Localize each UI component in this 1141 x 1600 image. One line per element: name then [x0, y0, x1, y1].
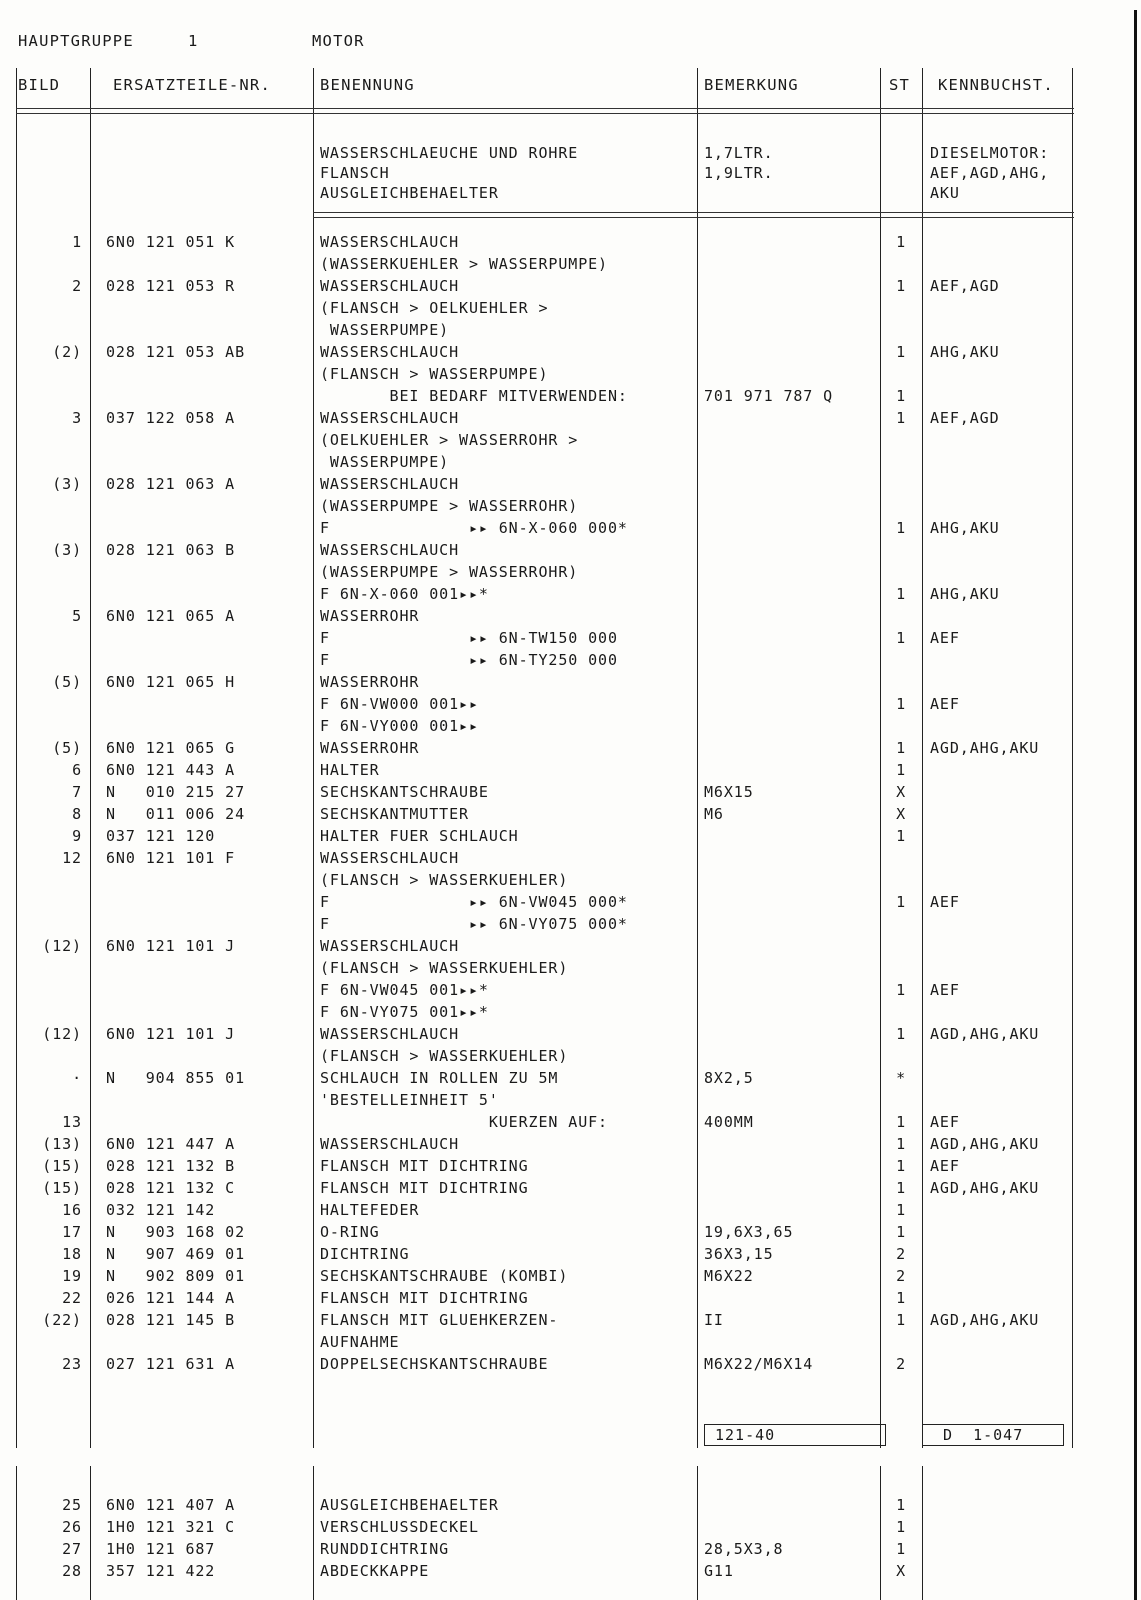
row-code: AHG,AKU: [930, 343, 1000, 361]
group-number: 1: [188, 32, 199, 50]
row-st: 2: [896, 1355, 906, 1373]
row-st: 2: [896, 1245, 906, 1263]
section-remark-line: 1,7LTR.: [704, 144, 774, 162]
row-name: (FLANSCH > WASSERKUEHLER): [320, 1047, 569, 1065]
row-code: AEF: [930, 893, 960, 911]
group-label: HAUPTGRUPPE: [18, 32, 134, 50]
row-name: FLANSCH MIT GLUEHKERZEN-: [320, 1311, 559, 1329]
row-part: 1H0 121 687: [106, 1540, 216, 1558]
row-name: WASSERSCHLAUCH: [320, 475, 460, 493]
row-remark: 36X3,15: [704, 1245, 774, 1263]
row-name: (WASSERPUMPE > WASSERROHR): [320, 497, 579, 515]
row-part: 6N0 121 051 K: [106, 233, 236, 251]
row-name: WASSERROHR: [320, 673, 420, 691]
section-title-line: FLANSCH: [320, 164, 390, 182]
row-bild: 26: [62, 1518, 82, 1536]
row-st: 1: [896, 1311, 906, 1329]
row-st: 1: [896, 981, 906, 999]
row-name: (FLANSCH > WASSERKUEHLER): [320, 871, 569, 889]
row-name: F 6N-VW045 001▸▸*: [320, 981, 489, 999]
row-st: 1: [896, 387, 906, 405]
row-remark: 400MM: [704, 1113, 754, 1131]
row-remark: M6X22: [704, 1267, 754, 1285]
row-name: DOPPELSECHSKANTSCHRAUBE: [320, 1355, 549, 1373]
group-name: MOTOR: [312, 32, 365, 50]
row-name: WASSERSCHLAUCH: [320, 1025, 460, 1043]
row-name: DICHTRING: [320, 1245, 410, 1263]
row-remark: M6X15: [704, 783, 754, 801]
row-name: F 6N-X-060 001▸▸*: [320, 585, 489, 603]
row-code: AEF,AGD: [930, 277, 1000, 295]
row-name: FLANSCH MIT DICHTRING: [320, 1289, 529, 1307]
row-remark: 19,6X3,65: [704, 1223, 794, 1241]
row-code: AEF: [930, 1157, 960, 1175]
row-part: 037 121 120: [106, 827, 216, 845]
row-st: 1: [896, 585, 906, 603]
row-name: HALTER: [320, 761, 380, 779]
row-name: O-RING: [320, 1223, 380, 1241]
row-bild: (22): [42, 1311, 82, 1329]
col-header-remark: BEMERKUNG: [704, 76, 799, 94]
row-bild: (15): [42, 1157, 82, 1175]
row-st: 1: [896, 827, 906, 845]
row-st: 1: [896, 343, 906, 361]
section-remark-line: 1,9LTR.: [704, 164, 774, 182]
row-bild: 12: [62, 849, 82, 867]
row-bild: 22: [62, 1289, 82, 1307]
row-part: 6N0 121 065 H: [106, 673, 236, 691]
row-code: AGD,AHG,AKU: [930, 1311, 1040, 1329]
section-title-line: WASSERSCHLAEUCHE UND ROHRE: [320, 144, 579, 162]
col-header-bild: BILD: [18, 76, 61, 94]
section-code-line: AKU: [930, 184, 960, 202]
row-part: 6N0 121 065 A: [106, 607, 236, 625]
row-remark: G11: [704, 1562, 734, 1580]
row-code: AGD,AHG,AKU: [930, 739, 1040, 757]
row-name: F 6N-VY000 001▸▸: [320, 717, 479, 735]
row-name: WASSERSCHLAUCH: [320, 409, 460, 427]
row-st: 1: [896, 233, 906, 251]
section-code-line: DIESELMOTOR:: [930, 144, 1050, 162]
row-name: WASSERSCHLAUCH: [320, 541, 460, 559]
row-bild: 23: [62, 1355, 82, 1373]
row-bild: (15): [42, 1179, 82, 1197]
row-remark: 8X2,5: [704, 1069, 754, 1087]
header-divider: [16, 108, 1074, 114]
row-remark: M6X22/M6X14: [704, 1355, 814, 1373]
row-bild: (13): [42, 1135, 82, 1153]
section-title-line: AUSGLEICHBEHAELTER: [320, 184, 499, 202]
row-st: 1: [896, 1223, 906, 1241]
row-st: 1: [896, 761, 906, 779]
row-bild: 2: [72, 277, 82, 295]
row-name: F ▸▸ 6N-X-060 000*: [320, 519, 628, 537]
row-bild: 16: [62, 1201, 82, 1219]
row-part: N 903 168 02: [106, 1223, 246, 1241]
row-bild: 8: [72, 805, 82, 823]
row-st: 1: [896, 1496, 906, 1514]
row-name: WASSERSCHLAUCH: [320, 233, 460, 251]
row-name: HALTEFEDER: [320, 1201, 420, 1219]
row-bild: 27: [62, 1540, 82, 1558]
row-code: AEF: [930, 1113, 960, 1131]
row-remark: 28,5X3,8: [704, 1540, 784, 1558]
row-part: 028 121 145 B: [106, 1311, 236, 1329]
row-code: AEF: [930, 981, 960, 999]
row-part: 028 121 063 A: [106, 475, 236, 493]
row-name: (FLANSCH > WASSERPUMPE): [320, 365, 549, 383]
row-name: WASSERROHR: [320, 739, 420, 757]
row-part: 6N0 121 407 A: [106, 1496, 236, 1514]
row-name: WASSERSCHLAUCH: [320, 849, 460, 867]
section-divider: [313, 212, 1074, 218]
row-bild: 6: [72, 761, 82, 779]
row-name: SECHSKANTSCHRAUBE (KOMBI): [320, 1267, 569, 1285]
row-name: F ▸▸ 6N-VW045 000*: [320, 893, 628, 911]
row-part: 027 121 631 A: [106, 1355, 236, 1373]
footer-ref-right: D 1-047: [922, 1424, 1064, 1446]
row-bild: 1: [72, 233, 82, 251]
row-part: 1H0 121 321 C: [106, 1518, 236, 1536]
row-part: 6N0 121 101 J: [106, 937, 236, 955]
page-edge: [1134, 10, 1137, 1600]
footer-ref-left: 121-40: [704, 1424, 886, 1446]
row-name: WASSERPUMPE): [320, 453, 450, 471]
row-st: 1: [896, 739, 906, 757]
row-code: AGD,AHG,AKU: [930, 1135, 1040, 1153]
row-bild: 13: [62, 1113, 82, 1131]
row-code: AHG,AKU: [930, 519, 1000, 537]
row-remark: M6: [704, 805, 724, 823]
row-remark: II: [704, 1311, 724, 1329]
row-name: (FLANSCH > OELKUEHLER >: [320, 299, 549, 317]
row-bild: 7: [72, 783, 82, 801]
row-part: 6N0 121 065 G: [106, 739, 236, 757]
col-header-code: KENNBUCHST.: [938, 76, 1054, 94]
row-st: 1: [896, 1518, 906, 1536]
row-part: 028 121 053 R: [106, 277, 236, 295]
row-name: AUFNAHME: [320, 1333, 400, 1351]
row-name: SCHLAUCH IN ROLLEN ZU 5M: [320, 1069, 559, 1087]
row-name: WASSERSCHLAUCH: [320, 343, 460, 361]
row-part: N 011 006 24: [106, 805, 246, 823]
row-st: 2: [896, 1267, 906, 1285]
row-part: N 907 469 01: [106, 1245, 246, 1263]
row-bild: 9: [72, 827, 82, 845]
row-st: 1: [896, 629, 906, 647]
row-bild: (12): [42, 1025, 82, 1043]
row-code: AGD,AHG,AKU: [930, 1025, 1040, 1043]
row-code: AEF: [930, 629, 960, 647]
row-st: X: [896, 1562, 906, 1580]
row-bild: 25: [62, 1496, 82, 1514]
row-part: 037 122 058 A: [106, 409, 236, 427]
row-st: X: [896, 805, 906, 823]
row-st: 1: [896, 1157, 906, 1175]
row-bild: (2): [52, 343, 82, 361]
row-name: WASSERPUMPE): [320, 321, 450, 339]
row-st: 1: [896, 1113, 906, 1131]
row-bild: 5: [72, 607, 82, 625]
row-code: AGD,AHG,AKU: [930, 1179, 1040, 1197]
row-name: ABDECKKAPPE: [320, 1562, 430, 1580]
row-st: X: [896, 783, 906, 801]
row-bild: (5): [52, 673, 82, 691]
row-bild: 19: [62, 1267, 82, 1285]
row-name: BEI BEDARF MITVERWENDEN:: [320, 387, 628, 405]
row-name: (OELKUEHLER > WASSERROHR >: [320, 431, 579, 449]
row-name: RUNDDICHTRING: [320, 1540, 450, 1558]
row-bild: (3): [52, 475, 82, 493]
row-st: 1: [896, 1025, 906, 1043]
section-code-line: AEF,AGD,AHG,: [930, 164, 1050, 182]
col-header-part-no: ERSATZTEILE-NR.: [113, 76, 271, 94]
row-name: KUERZEN AUF:: [320, 1113, 608, 1131]
row-name: 'BESTELLEINHEIT 5': [320, 1091, 499, 1109]
row-bild: (5): [52, 739, 82, 757]
row-name: HALTER FUER SCHLAUCH: [320, 827, 519, 845]
row-part: N 904 855 01: [106, 1069, 246, 1087]
row-code: AEF,AGD: [930, 409, 1000, 427]
row-bild: (12): [42, 937, 82, 955]
row-bild: ·: [72, 1069, 82, 1087]
row-name: F 6N-VW000 001▸▸: [320, 695, 479, 713]
row-part: 6N0 121 101 F: [106, 849, 236, 867]
row-code: AEF: [930, 695, 960, 713]
row-name: WASSERSCHLAUCH: [320, 937, 460, 955]
row-st: 1: [896, 1179, 906, 1197]
row-bild: 17: [62, 1223, 82, 1241]
row-bild: (3): [52, 541, 82, 559]
row-st: 1: [896, 1135, 906, 1153]
row-bild: 28: [62, 1562, 82, 1580]
row-part: 357 121 422: [106, 1562, 216, 1580]
row-name: WASSERROHR: [320, 607, 420, 625]
row-name: F 6N-VY075 001▸▸*: [320, 1003, 489, 1021]
row-name: VERSCHLUSSDECKEL: [320, 1518, 479, 1536]
row-st: 1: [896, 277, 906, 295]
row-part: 028 121 132 C: [106, 1179, 236, 1197]
row-st: 1: [896, 519, 906, 537]
row-st: 1: [896, 1540, 906, 1558]
row-name: WASSERSCHLAUCH: [320, 1135, 460, 1153]
row-part: N 010 215 27: [106, 783, 246, 801]
row-st: 1: [896, 695, 906, 713]
row-st: 1: [896, 409, 906, 427]
row-st: 1: [896, 893, 906, 911]
row-name: SECHSKANTMUTTER: [320, 805, 469, 823]
row-name: AUSGLEICHBEHAELTER: [320, 1496, 499, 1514]
row-part: 028 121 053 AB: [106, 343, 246, 361]
row-st: 1: [896, 1201, 906, 1219]
row-name: F ▸▸ 6N-TW150 000: [320, 629, 618, 647]
row-name: (WASSERKUEHLER > WASSERPUMPE): [320, 255, 608, 273]
row-st: 1: [896, 1289, 906, 1307]
row-bild: 18: [62, 1245, 82, 1263]
row-part: 028 121 063 B: [106, 541, 236, 559]
row-name: FLANSCH MIT DICHTRING: [320, 1157, 529, 1175]
row-part: 6N0 121 101 J: [106, 1025, 236, 1043]
row-name: (WASSERPUMPE > WASSERROHR): [320, 563, 579, 581]
row-name: FLANSCH MIT DICHTRING: [320, 1179, 529, 1197]
row-code: AHG,AKU: [930, 585, 1000, 603]
row-name: SECHSKANTSCHRAUBE: [320, 783, 489, 801]
row-remark: 701 971 787 Q: [704, 387, 834, 405]
row-part: N 902 809 01: [106, 1267, 246, 1285]
row-name: F ▸▸ 6N-VY075 000*: [320, 915, 628, 933]
col-header-st: ST: [889, 76, 911, 94]
row-part: 6N0 121 443 A: [106, 761, 236, 779]
row-bild: 3: [72, 409, 82, 427]
row-part: 026 121 144 A: [106, 1289, 236, 1307]
row-part: 6N0 121 447 A: [106, 1135, 236, 1153]
row-name: (FLANSCH > WASSERKUEHLER): [320, 959, 569, 977]
row-part: 032 121 142: [106, 1201, 216, 1219]
row-name: F ▸▸ 6N-TY250 000: [320, 651, 618, 669]
row-name: WASSERSCHLAUCH: [320, 277, 460, 295]
col-header-name: BENENNUNG: [320, 76, 415, 94]
row-st: *: [896, 1069, 906, 1087]
row-part: 028 121 132 B: [106, 1157, 236, 1175]
